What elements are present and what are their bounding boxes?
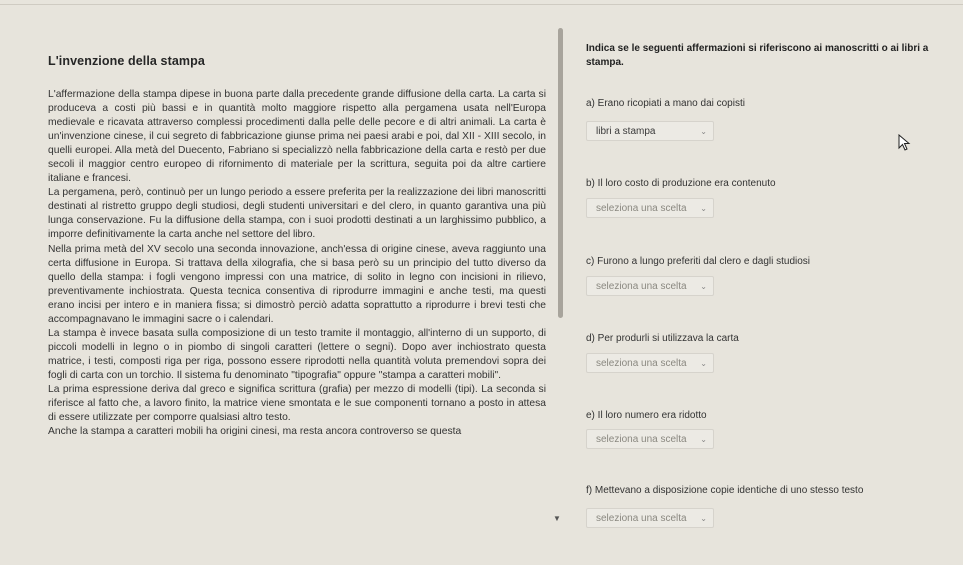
reading-pane: [48, 20, 558, 565]
scroll-down-arrow-icon[interactable]: ▼: [553, 514, 561, 523]
statement-e: e) Il loro numero era ridotto: [586, 410, 707, 421]
paragraph: La stampa è invece basata sulla composizione di un testo tramite il montaggio, all'interno di un supporto, di piccoli modelli in legno o in piombo di singoli caratteri (lettere o segni). Dopo aver inchiostrato questa matrice, i testi, composti riga per riga, possono essere riprodotti nella quantità voluta premendovi sopra dei fogli di carta con un torchio. Il sistema fu denominato "tipografia" oppure "stampa a caratteri mobili".: [48, 327, 546, 381]
chevron-down-icon: ⌄: [700, 127, 707, 136]
article-body: [48, 88, 546, 439]
answer-select-e[interactable]: [586, 429, 714, 449]
paragraph: La pergamena, però, continuò per un lungo periodo a essere preferita per la realizzazione dei libri manoscritti destinati al ristretto gruppo degli studiosi, degli studenti universitari e del clero, in quanto garantiva una più lunga conservazione. Fu la diffusione della stampa, con i suoi prodotti destinati a un larghissimo pubblico, a imporre definitivamente la carta anche nel settore del libro.: [48, 187, 546, 241]
statement-d: d) Per produrli si utilizzava la carta: [586, 333, 739, 344]
select-value: seleziona una scelta: [596, 434, 687, 445]
article-title: L'invenzione della stampa: [48, 54, 205, 68]
questions-pane: [586, 20, 956, 565]
mouse-cursor-icon: [898, 134, 912, 152]
select-value: libri a stampa: [596, 126, 656, 137]
chevron-down-icon: ⌄: [700, 359, 707, 368]
answer-select-c[interactable]: [586, 276, 714, 296]
statement-f: f) Mettevano a disposizione copie identiche di uno stesso testo: [586, 485, 864, 496]
chevron-down-icon: ⌄: [700, 435, 707, 444]
paragraph: Nella prima metà del XV secolo una seconda innovazione, anch'essa di origine cinese, aveva raggiunto una certa diffusione in Europa. Si trattava della xilografia, che si basa però su un principio del tutto diverso da quello della stampa: i fogli vengono impressi con una matrice, di solito in legno con incisioni in rilievo, preventivamente inchiostrata. Questa tecnica consentiva di riprodurre immagini e anche testi, ma questi erano incisi per intero e in maniera fissa; si dimostrò perciò adatta soprattutto a riprodurre i brevi testi che accompagnavano le immagini sacre o i calendari.: [48, 243, 546, 325]
select-value: seleziona una scelta: [596, 513, 687, 524]
chevron-down-icon: ⌄: [700, 204, 707, 213]
answer-select-d[interactable]: [586, 353, 714, 373]
question-prompt: Indica se le seguenti affermazioni si riferiscono ai manoscritti o ai libri a stampa.: [586, 43, 929, 68]
paragraph: La prima espressione deriva dal greco e significa scrittura (grafia) per mezzo di modelli (tipi). La seconda si riferisce al fatto che, a lavoro finito, la matrice viene smontata e le sue componenti tornano a posto in attesa di essere utilizzate per comporre qualsiasi altro testo.: [48, 383, 546, 424]
scrollbar-thumb[interactable]: [558, 28, 563, 318]
paragraph: Anche la stampa a caratteri mobili ha origini cinesi, ma resta ancora controverso se questa: [48, 426, 462, 438]
select-value: seleziona una scelta: [596, 358, 687, 369]
paragraph: L'affermazione della stampa dipese in buona parte dalla precedente grande diffusione della carta. La carta si produceva a costi più bassi e in quantità molto maggiore rispetto alla pergamena usata nell'Europa medievale e ricavata attraverso complessi procedimenti dalla pelle delle pecore e di altri animali. La carta è un'invenzione cinese, il cui segreto di fabbricazione giunse prima nei paesi arabi e poi, dal XII - XIII secolo, in quelli europei. Alla metà del Duecento, Fabriano si specializzò nella fabbricazione della carta e restò per due secoli il maggior centro europeo di rifornimento di materiale per la scrittura, seguita poi da altre cartiere italiane e francesi.: [48, 89, 546, 185]
top-divider: [0, 4, 963, 5]
statement-b: b) Il loro costo di produzione era contenuto: [586, 178, 776, 189]
statement-a: a) Erano ricopiati a mano dai copisti: [586, 98, 745, 109]
select-value: seleziona una scelta: [596, 281, 687, 292]
select-value: seleziona una scelta: [596, 203, 687, 214]
answer-select-b[interactable]: [586, 198, 714, 218]
statement-c: c) Furono a lungo preferiti dal clero e dagli studiosi: [586, 256, 811, 267]
chevron-down-icon: ⌄: [700, 514, 707, 523]
answer-select-f[interactable]: [586, 508, 714, 528]
chevron-down-icon: ⌄: [700, 282, 707, 291]
answer-select-a[interactable]: [586, 121, 714, 141]
